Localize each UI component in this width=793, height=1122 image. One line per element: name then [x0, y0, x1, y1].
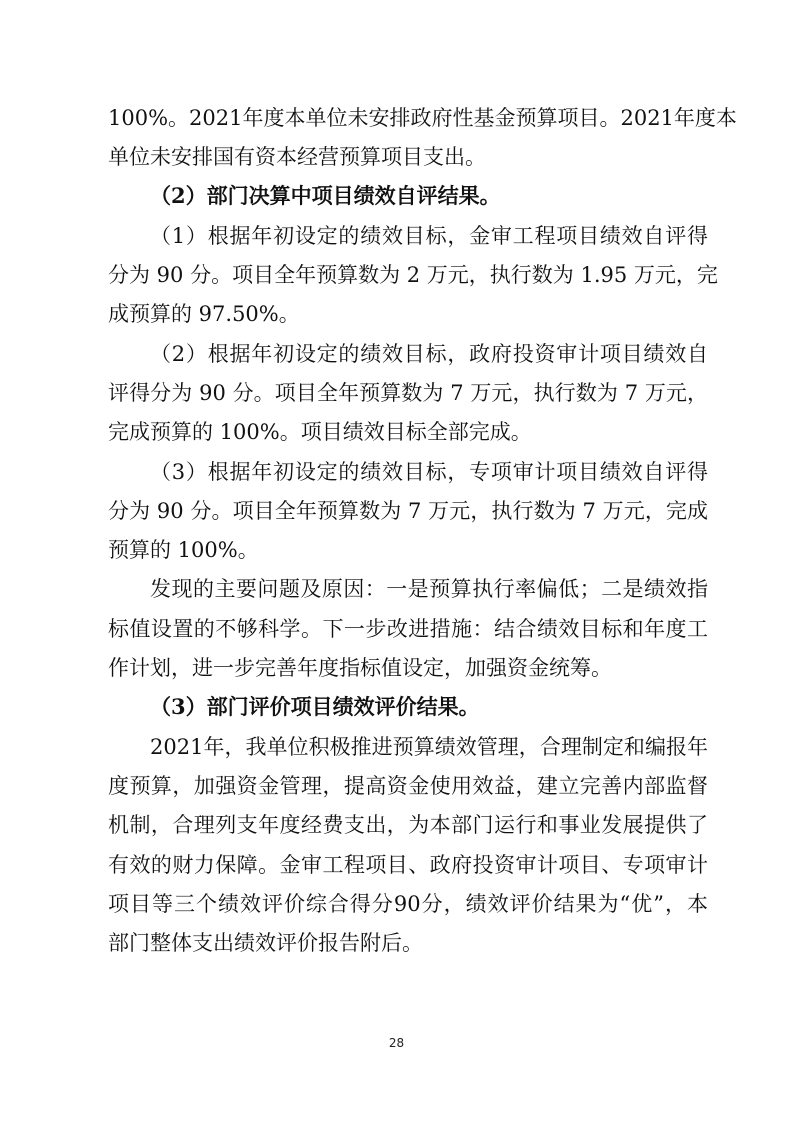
paragraph-line: （1）根据年初设定的绩效目标，金审工程项目绩效自评得	[150, 224, 708, 248]
paragraph-line: 分为 90 分。项目全年预算数为 2 万元，执行数为 1.95 万元，完	[108, 263, 718, 287]
paragraph-line: 100%。2021年度本单位未安排政府性基金预算项目。2021年度本	[108, 106, 737, 130]
paragraph-line: 单位未安排国有资本经营预算项目支出。	[108, 145, 486, 169]
page-number: 28	[388, 1036, 405, 1050]
paragraph-line: 2021年，我单位积极推进预算绩效管理，合理制定和编报年	[150, 735, 708, 759]
section-heading: （2）部门决算中项目绩效自评结果。	[150, 183, 501, 208]
paragraph-line: 机制，合理列支年度经费支出，为本部门运行和事业发展提供了	[108, 813, 708, 837]
paragraph-line: 成预算的 97.50%。	[108, 302, 300, 326]
paragraph-line: 标值设置的不够科学。下一步改进措施：结合绩效目标和年度工	[108, 617, 708, 641]
paragraph-line: 完成预算的 100%。项目绩效目标全部完成。	[108, 420, 532, 444]
paragraph-line: 部门整体支出绩效评价报告附后。	[108, 931, 423, 955]
paragraph-line: （2）根据年初设定的绩效目标，政府投资审计项目绩效自	[150, 342, 708, 366]
paragraph-line: 度预算，加强资金管理，提高资金使用效益，建立完善内部监督	[108, 774, 708, 798]
paragraph-line: 作计划，进一步完善年度指标值设定，加强资金统筹。	[108, 656, 612, 680]
paragraph-line: 有效的财力保障。金审工程项目、政府投资审计项目、专项审计	[108, 853, 708, 877]
paragraph-line: 分为 90 分。项目全年预算数为 7 万元，执行数为 7 万元，完成	[108, 499, 708, 523]
paragraph-line: （3）根据年初设定的绩效目标，专项审计项目绩效自评得	[150, 460, 708, 484]
paragraph-line: 预算的 100%。	[108, 538, 259, 562]
paragraph-line: 评得分为 90 分。项目全年预算数为 7 万元，执行数为 7 万元，	[108, 381, 708, 405]
paragraph-line: 项目等三个绩效评价综合得分90分，绩效评价结果为“优”，本	[108, 892, 708, 916]
section-heading: （3）部门评价项目绩效评价结果。	[150, 694, 480, 719]
paragraph-line: 发现的主要问题及原因：一是预算执行率偏低；二是绩效指	[150, 577, 708, 601]
